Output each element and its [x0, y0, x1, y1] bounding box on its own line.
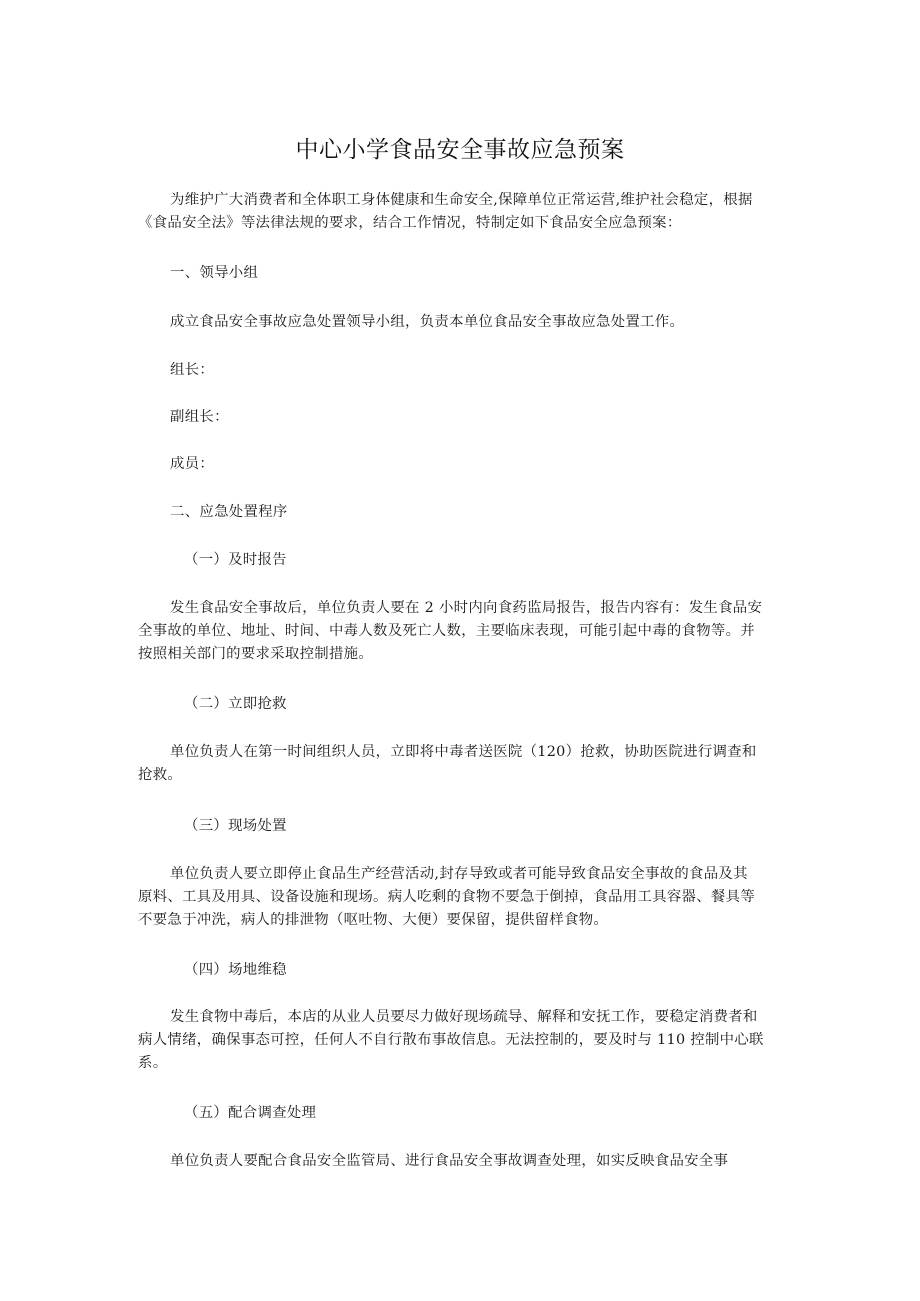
intro-line-1: 为维护广大消费者和全体职工身体健康和生命安全,保障单位正常运营,维护社会稳定，根据 — [170, 192, 753, 208]
paragraph-line: 系。 — [138, 1055, 168, 1071]
subsection-2-heading: （二）立即抢救 — [184, 696, 287, 712]
subsection-5-paragraph — [138, 1150, 786, 1173]
leader-label: 组长： — [170, 362, 215, 378]
intro-paragraph — [138, 189, 786, 235]
intro-line-2: 《食品安全法》等法律法规的要求，结合工作情况，特制定如下食品安全应急预案： — [138, 215, 682, 231]
paragraph-line: 单位负责人要配合食品安全监管局、进行食品安全事故调查处理，如实反映食品安全事 — [170, 1153, 729, 1169]
paragraph-line: 原料、工具及用具、设备设施和现场。病人吃剩的食物不要急于倒掉，食品用工具容器、餐具等 — [138, 889, 756, 905]
deputy-leader-label: 副组长： — [170, 409, 229, 425]
subsection-2-paragraph — [138, 741, 786, 787]
paragraph-line: 发生食品安全事故后，单位负责人要在 2 小时内向食药监局报告，报告内容有：发生食品安 — [170, 600, 763, 616]
subsection-3-paragraph — [138, 863, 786, 932]
subsection-1-heading: （一）及时报告 — [184, 552, 287, 568]
paragraph-line: 单位负责人要立即停止食品生产经营活动,封存导致或者可能导致食品安全事故的食品及其 — [170, 866, 748, 882]
subsection-4-heading: （四）场地维稳 — [184, 962, 287, 978]
subsection-4-paragraph — [138, 1006, 786, 1075]
paragraph-line: 不要急于冲洗，病人的排泄物（呕吐物、大便）要保留，提供留样食物。 — [138, 912, 609, 928]
members-label: 成员： — [170, 456, 215, 472]
document-title: 中心小学食品安全事故应急预案 — [295, 137, 625, 163]
subsection-1-paragraph — [138, 597, 786, 666]
paragraph-line: 抢救。 — [138, 767, 183, 783]
section-1-heading: 一、领导小组 — [170, 265, 259, 281]
paragraph-line: 全事故的单位、地址、时间、中毒人数及死亡人数，主要临床表现，可能引起中毒的食物等。并 — [138, 623, 756, 639]
subsection-5-heading: （五）配合调查处理 — [184, 1105, 317, 1121]
section-2-heading: 二、应急处置程序 — [170, 504, 288, 520]
paragraph-line: 按照相关部门的要求采取控制措施。 — [138, 646, 374, 662]
section-1-text: 成立食品安全事故应急处置领导小组，负责本单位食品安全事故应急处置工作。 — [170, 314, 685, 330]
paragraph-line: 发生食物中毒后，本店的从业人员要尽力做好现场疏导、解释和安抚工作，要稳定消费者和 — [170, 1009, 758, 1025]
paragraph-line: 单位负责人在第一时间组织人员，立即将中毒者送医院（120）抢救，协助医院进行调查和 — [170, 744, 757, 760]
subsection-3-heading: （三）现场处置 — [184, 818, 287, 834]
paragraph-line: 病人情绪，确保事态可控，任何人不自行散布事故信息。无法控制的，要及时与 110 控制中心联 — [138, 1032, 764, 1048]
